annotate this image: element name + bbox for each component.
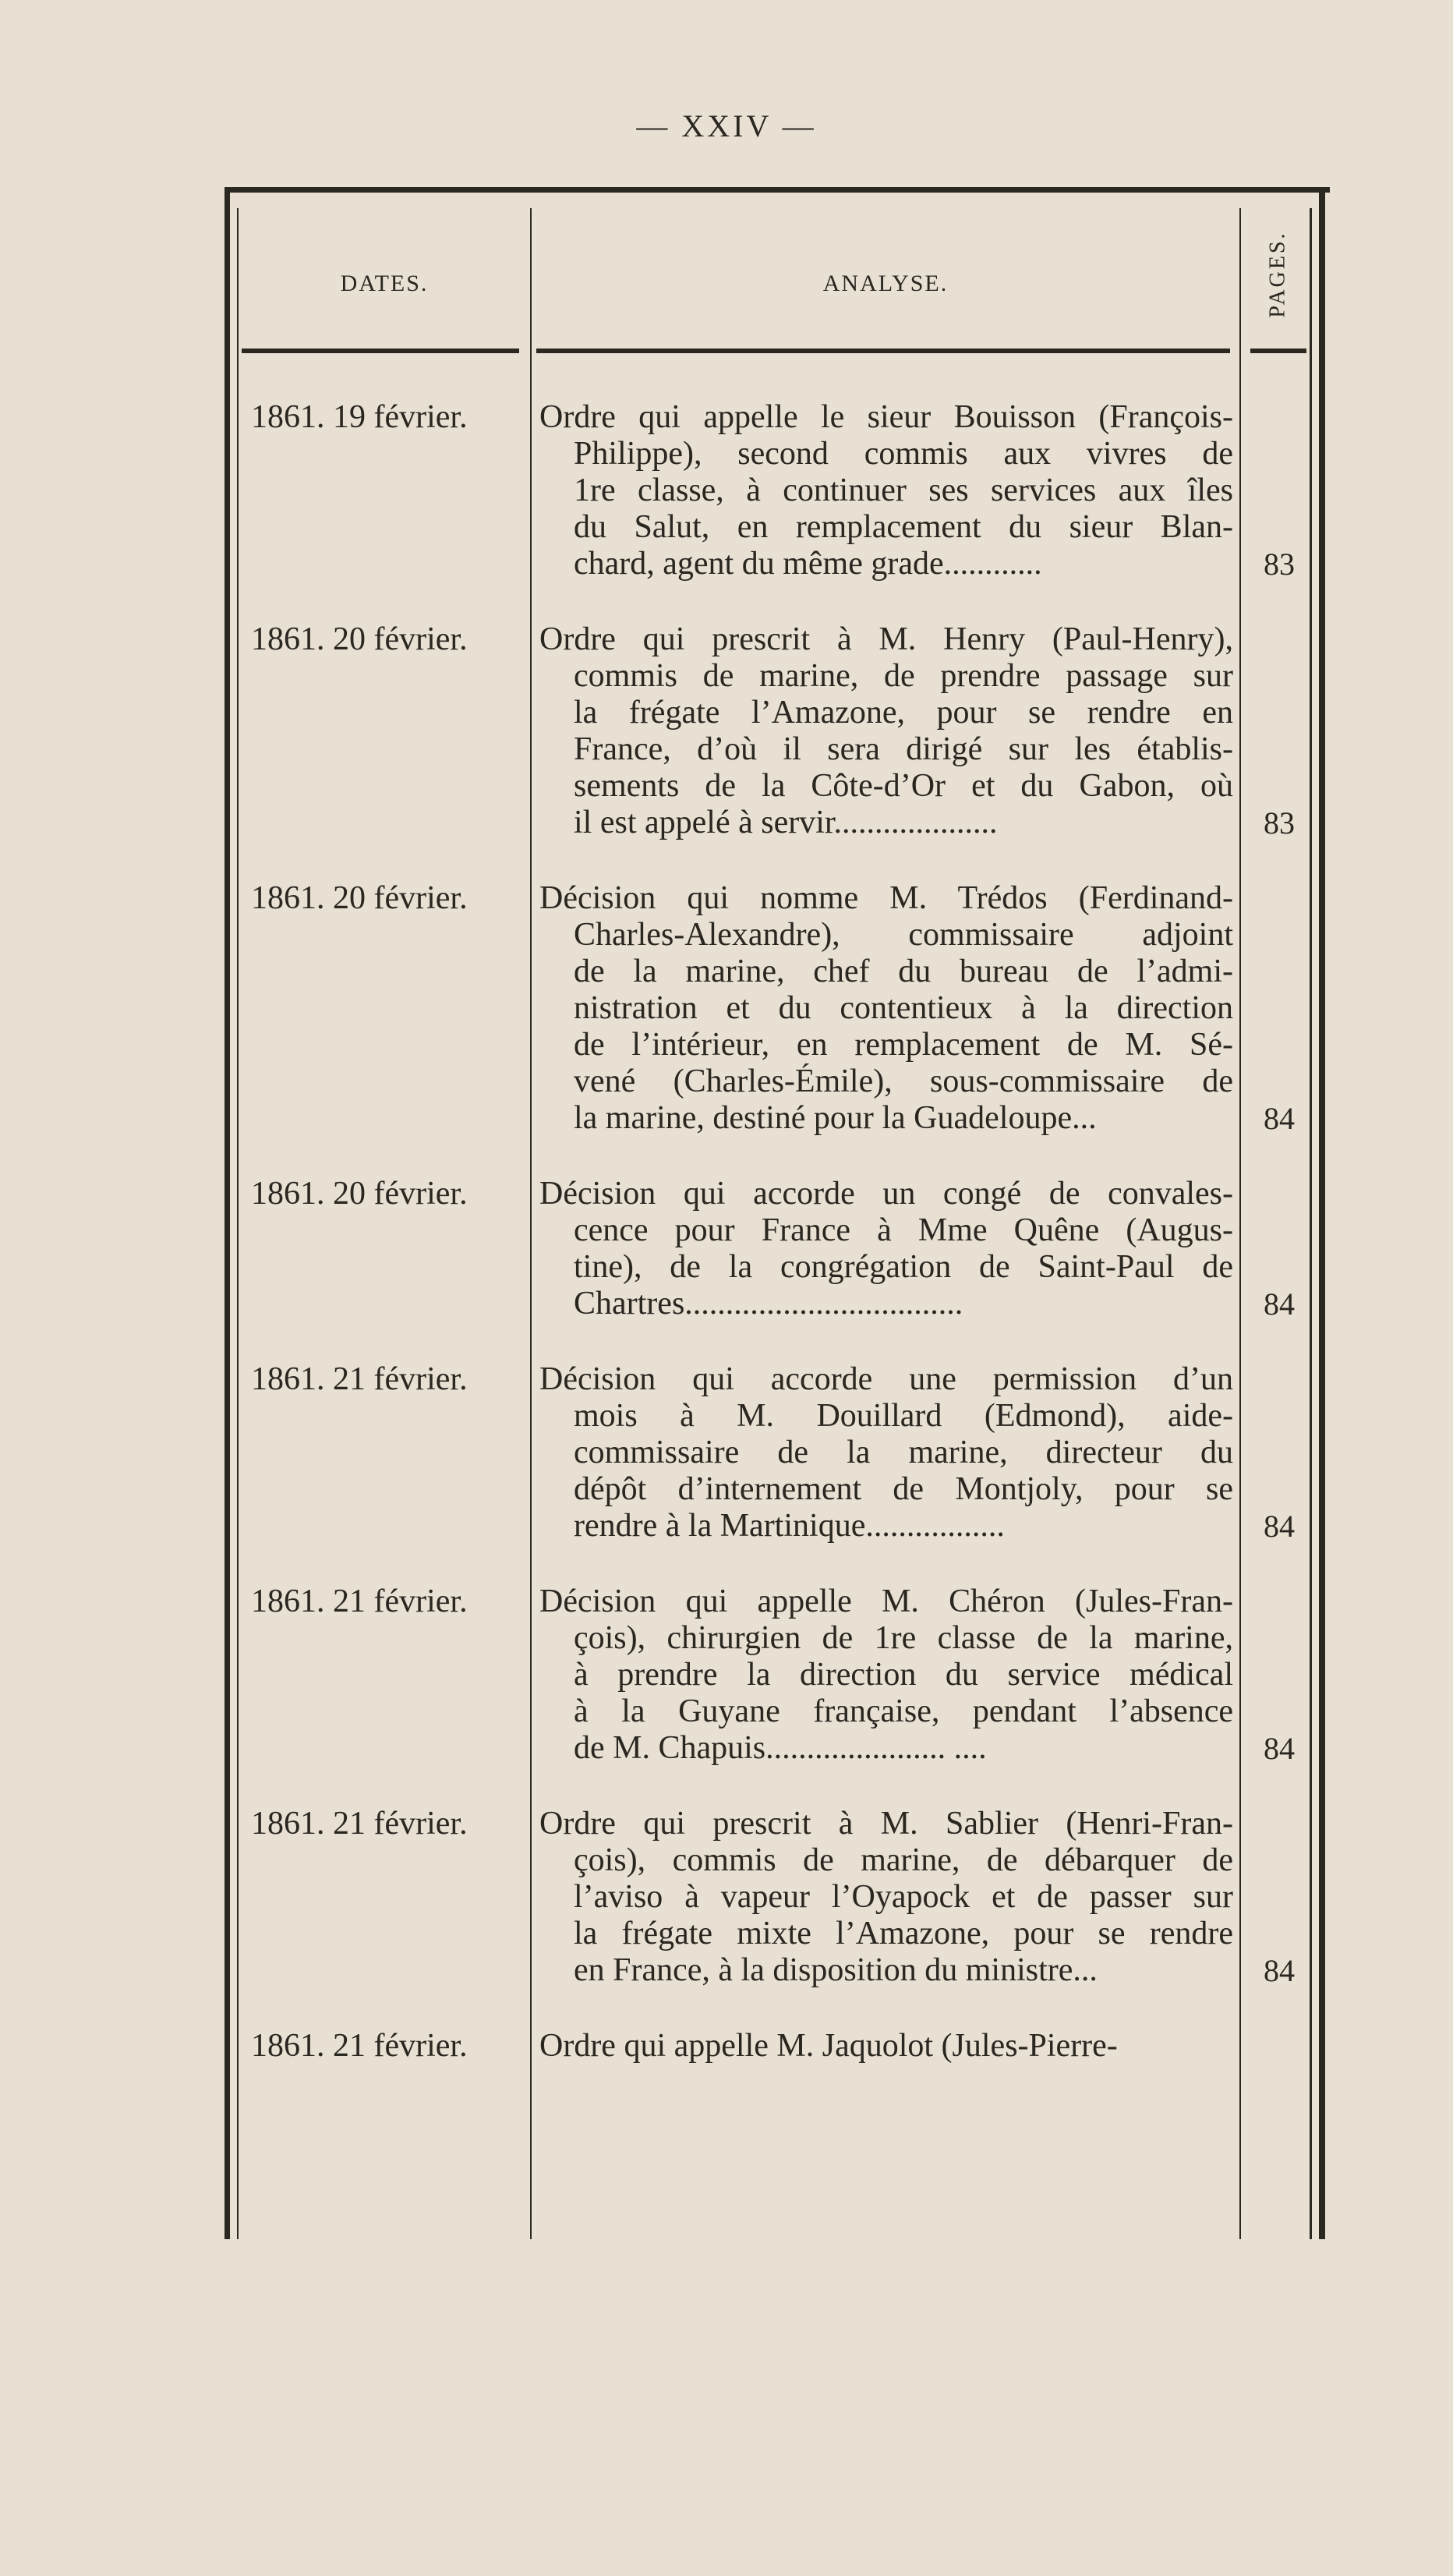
entry-analysis	[539, 880, 1233, 1137]
entry-analysis	[539, 1176, 1233, 1322]
analysis-line: çois), chirurgien de 1re classe de la marine,	[574, 1620, 1233, 1656]
page-folio: — XXIV —	[636, 108, 817, 143]
entry-date: 1861. 19 février.	[251, 399, 468, 435]
analysis-line: mois à M. Douillard (Edmond), aide-	[574, 1398, 1233, 1434]
header-rule-analysis	[536, 349, 1230, 353]
analysis-line: Décision qui appelle M. Chéron (Jules-Fran-	[539, 1583, 1233, 1619]
entry-date: 1861. 21 février.	[251, 1583, 468, 1619]
analysis-line: l’aviso à vapeur l’Oyapock et de passer sur	[574, 1879, 1233, 1915]
analysis-line: vené (Charles-Émile), sous-commissaire de	[574, 1063, 1233, 1099]
analysis-line: tine), de la congrégation de Saint-Paul de	[574, 1249, 1233, 1285]
entry-date: 1861. 21 février.	[251, 1806, 468, 1842]
analysis-line: en France, à la disposition du ministre...	[574, 1952, 1098, 1988]
analysis-line: chard, agent du même grade............	[574, 546, 1042, 582]
entry-analysis	[539, 1361, 1233, 1545]
analysis-line: à prendre la direction du service médical	[574, 1657, 1233, 1693]
column-header-pages: PAGES.	[1266, 231, 1290, 318]
entry-page-number: 84	[1264, 1509, 1295, 1544]
entry-date: 1861. 21 février.	[251, 2028, 468, 2064]
analysis-line: du Salut, en remplacement du sieur Blan-	[574, 509, 1233, 545]
entry-page-number: 84	[1264, 1286, 1295, 1322]
analysis-line: la marine, destiné pour la Guadeloupe...	[574, 1100, 1097, 1136]
left-border-thick	[224, 193, 230, 2239]
entry-page-number: 83	[1264, 805, 1295, 840]
analysis-line: il est appelé à servir....................	[574, 805, 998, 840]
header-rule-pages	[1250, 349, 1306, 353]
analysis-line: Ordre qui appelle le sieur Bouisson (François-	[539, 399, 1233, 435]
analysis-line: rendre à la Martinique.................	[574, 1508, 1005, 1544]
analysis-line: commis de marine, de prendre passage sur	[574, 658, 1233, 694]
entry-page-number: 84	[1264, 1101, 1295, 1136]
analysis-line: Ordre qui prescrit à M. Sablier (Henri-Fran-	[539, 1806, 1233, 1842]
analysis-line: Décision qui accorde une permission d’un	[539, 1361, 1233, 1397]
analysis-line: de l’intérieur, en remplacement de M. Sé-	[574, 1027, 1233, 1063]
entry-analysis	[539, 1583, 1233, 1767]
analysis-line: de M. Chapuis...................... ....	[574, 1730, 987, 1766]
entry-date: 1861. 20 février.	[251, 1176, 468, 1212]
column-header-pages-cell	[1255, 216, 1302, 333]
entry-date: 1861. 21 février.	[251, 1361, 468, 1397]
analysis-line: Chartres..................................	[574, 1286, 963, 1322]
entry-page-number: 83	[1264, 547, 1295, 582]
analysis-line: Charles-Alexandre), commissaire adjoint	[574, 917, 1233, 953]
analysis-line: à la Guyane française, pendant l’absence	[574, 1693, 1233, 1729]
entry-analysis	[539, 1806, 1233, 1989]
analysis-line: 1re classe, à continuer ses services aux îles	[574, 472, 1233, 508]
entry-analysis	[539, 399, 1233, 582]
analysis-line: sements de la Côte-d’Or et du Gabon, où	[574, 768, 1233, 804]
column-divider-dates	[530, 208, 532, 2239]
analysis-line: Décision qui accorde un congé de convales-	[539, 1176, 1233, 1212]
entry-date: 1861. 20 février.	[251, 621, 468, 657]
left-border-thin	[237, 208, 239, 2239]
analysis-line: Ordre qui prescrit à M. Henry (Paul-Henry),	[539, 621, 1233, 657]
column-header-dates: DATES.	[340, 271, 429, 296]
entry-page-number: 84	[1264, 1731, 1295, 1766]
column-divider-analysis	[1239, 208, 1241, 2239]
entry-page-number: 84	[1264, 1953, 1295, 1988]
right-border-thick	[1319, 193, 1325, 2239]
analysis-line: nistration et du contentieux à la direction	[574, 990, 1233, 1026]
analysis-line: commissaire de la marine, directeur du	[574, 1435, 1233, 1470]
entry-date: 1861. 20 février.	[251, 880, 468, 916]
column-header-analysis: ANALYSE.	[822, 271, 949, 296]
entry-analysis	[539, 621, 1233, 841]
analysis-line: la frégate mixte l’Amazone, pour se rendre	[574, 1916, 1233, 1951]
right-border-thin	[1310, 208, 1312, 2239]
analysis-line: cence pour France à Mme Quêne (Augus-	[574, 1212, 1233, 1248]
analysis-line: Décision qui nomme M. Trédos (Ferdinand-	[539, 880, 1233, 916]
analysis-line: dépôt d’internement de Montjoly, pour se	[574, 1471, 1233, 1507]
entry-analysis	[539, 2028, 1233, 2065]
header-rule-dates	[242, 349, 519, 353]
analysis-line: de la marine, chef du bureau de l’admi-	[574, 954, 1233, 989]
analysis-line: Philippe), second commis aux vivres de	[574, 436, 1233, 472]
analysis-line: çois), commis de marine, de débarquer de	[574, 1842, 1233, 1878]
register-table	[224, 187, 1330, 2239]
analysis-line: France, d’où il sera dirigé sur les établis-	[574, 731, 1233, 767]
analysis-line: la frégate l’Amazone, pour se rendre en	[574, 695, 1233, 731]
analysis-line: Ordre qui appelle M. Jaquolot (Jules-Pierre-	[539, 2028, 1118, 2064]
